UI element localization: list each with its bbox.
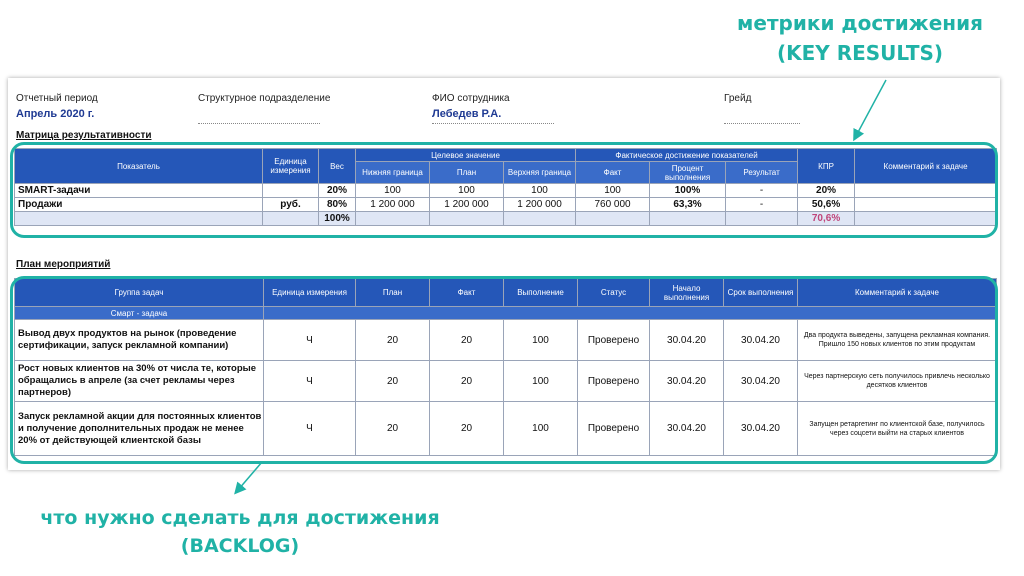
backlog-line1: что нужно сделать для достижения (40, 507, 440, 529)
comment-cell: Запущен ретаргетинг по клиентской базе, получилось через соцсети выйти на старых клиентов (798, 402, 997, 456)
deadline-cell: 30.04.20 (724, 320, 798, 361)
kpr-cell: 20% (798, 184, 855, 198)
task-cell: Вывод двух продуктов на рынок (проведение сертификации, запуск рекламной компании) (15, 320, 264, 361)
percent-cell: 63,3% (650, 198, 726, 212)
employee-label: ФИО сотрудника (432, 93, 510, 104)
fact-cell: 20 (430, 402, 504, 456)
col-upper: Верхняя граница (504, 162, 576, 184)
plan-cell: 20 (356, 402, 430, 456)
col-unit: Единица измерения (263, 149, 319, 184)
col-actual-group: Фактическое достижение показателей (576, 149, 798, 162)
start-cell: 30.04.20 (650, 361, 724, 402)
col-plan: План (430, 162, 504, 184)
unit-cell: Ч (264, 320, 356, 361)
start-cell: 30.04.20 (650, 402, 724, 456)
unit-cell: Ч (264, 361, 356, 402)
comment-cell: Два продукта выведены, запущена рекламная компания. Пришло 150 новых клиентов по этим продуктам (798, 320, 997, 361)
deadline-cell: 30.04.20 (724, 402, 798, 456)
grade-label: Грейд (724, 93, 752, 104)
unit-cell: Ч (264, 402, 356, 456)
status-cell: Проверено (578, 402, 650, 456)
percent-cell: 100% (650, 184, 726, 198)
status-cell: Проверено (578, 320, 650, 361)
result-cell: - (726, 198, 798, 212)
department-label: Структурное подразделение (198, 93, 331, 104)
period-value: Апрель 2020 г. (16, 108, 95, 120)
employee-value: Лебедев Р.А. (432, 108, 502, 120)
done-cell: 100 (504, 402, 578, 456)
matrix-title: Матрица результативности (16, 130, 152, 141)
plan-cell: 20 (356, 361, 430, 402)
backlog-line2: (BACKLOG) (180, 535, 300, 557)
col-group: Группа задач (15, 279, 264, 307)
total-kpr: 70,6% (798, 212, 855, 226)
fact-cell: 20 (430, 320, 504, 361)
col-percent: Процент выполнения (650, 162, 726, 184)
indicator-cell: Продажи (15, 198, 263, 212)
deadline-cell: 30.04.20 (724, 361, 798, 402)
bottom-arrow (238, 462, 262, 490)
upper-cell: 1 200 000 (504, 198, 576, 212)
col-deadline: Срок выполнения (724, 279, 798, 307)
col-unit: Единица измерения (264, 279, 356, 307)
col-done: Выполнение (504, 279, 578, 307)
period-label: Отчетный период (16, 93, 98, 104)
plan-cell: 100 (430, 184, 504, 198)
plan-title: План мероприятий (16, 259, 111, 270)
done-cell: 100 (504, 361, 578, 402)
status-cell: Проверено (578, 361, 650, 402)
key-results-line2: (KEY RESULTS) (776, 41, 944, 65)
col-comment: Комментарий к задаче (798, 279, 997, 307)
result-cell: - (726, 184, 798, 198)
unit-cell: руб. (263, 198, 319, 212)
top-arrow (856, 80, 886, 136)
col-kpr: КПР (798, 149, 855, 184)
col-weight: Вес (319, 149, 356, 184)
lower-cell: 1 200 000 (356, 198, 430, 212)
col-result: Результат (726, 162, 798, 184)
comment-cell: Через партнерскую сеть получилось привлечь несколько десятков клиентов (798, 361, 997, 402)
fact-cell: 100 (576, 184, 650, 198)
col-fact: Факт (576, 162, 650, 184)
weight-cell: 80% (319, 198, 356, 212)
col-fact: Факт (430, 279, 504, 307)
done-cell: 100 (504, 320, 578, 361)
col-lower: Нижняя граница (356, 162, 430, 184)
col-status: Статус (578, 279, 650, 307)
key-results-line1: метрики достижения (737, 11, 983, 35)
plan-cell: 20 (356, 320, 430, 361)
task-cell: Запуск рекламной акции для постоянных клиентов и получение дополнительных продаж не менее 20% от действующей клиентской базы (15, 402, 264, 456)
indicator-cell: SMART-задачи (15, 184, 263, 198)
col-target-group: Целевое значение (356, 149, 576, 162)
upper-cell: 100 (504, 184, 576, 198)
weight-cell: 20% (319, 184, 356, 198)
col-indicator: Показатель (15, 149, 263, 184)
col-start: Начало выполнения (650, 279, 724, 307)
col-comment: Комментарий к задаче (855, 149, 997, 184)
fact-cell: 20 (430, 361, 504, 402)
plan-cell: 1 200 000 (430, 198, 504, 212)
smart-subheader: Смарт - задача (15, 307, 264, 320)
start-cell: 30.04.20 (650, 320, 724, 361)
lower-cell: 100 (356, 184, 430, 198)
task-cell: Рост новых клиентов на 30% от числа те, которые обращались в апреле (за счет рекламы через партнеров) (15, 361, 264, 402)
kpr-cell: 50,6% (798, 198, 855, 212)
total-weight: 100% (319, 212, 356, 226)
col-plan: План (356, 279, 430, 307)
fact-cell: 760 000 (576, 198, 650, 212)
